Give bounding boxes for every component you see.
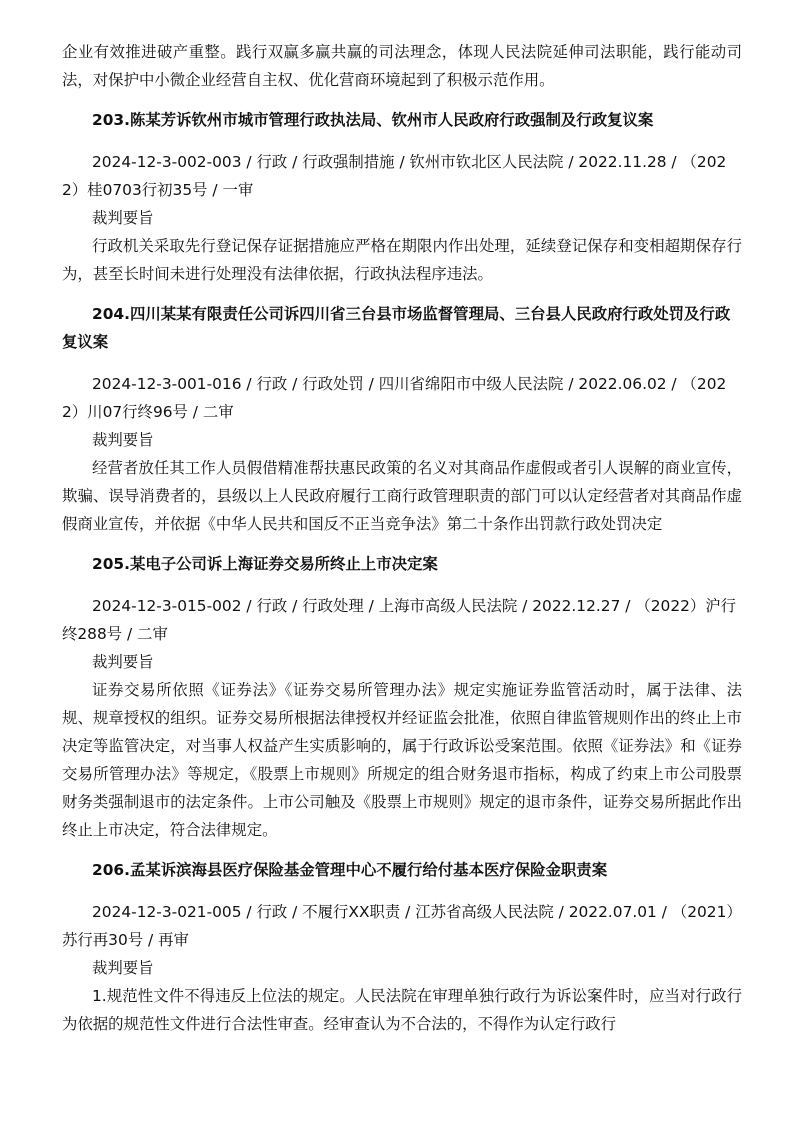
gist-label: 裁判要旨 bbox=[92, 653, 154, 671]
case-meta: 2024-12-3-002-003 / 行政 / 行政强制措施 / 钦州市钦北区人民法院 / 2022.11.28 / （2022）桂0703行初35号 / 一审 bbox=[62, 153, 727, 199]
gist-text: 1.规范性文件不得违反上位法的规定。人民法院在审理单独行政行为诉讼案件时，应当对行政行为依据的规范性文件进行合法性审查。经审查认为不合法的，不得作为认定行政行 bbox=[62, 987, 742, 1033]
case-meta: 2024-12-3-021-005 / 行政 / 不履行XX职责 / 江苏省高级人民法院 / 2022.07.01 / （2021）苏行再30号 / 再审 bbox=[62, 903, 742, 949]
gist-label: 裁判要旨 bbox=[92, 959, 154, 977]
gist-label: 裁判要旨 bbox=[92, 209, 154, 227]
case-title: 205.某电子公司诉上海证券交易所终止上市决定案 bbox=[92, 555, 438, 573]
case-206 bbox=[62, 856, 742, 1038]
case-title: 206.孟某诉滨海县医疗保险基金管理中心不履行给付基本医疗保险金职责案 bbox=[92, 861, 608, 879]
intro-paragraph: 企业有效推进破产重整。践行双赢多赢共赢的司法理念，体现人民法院延伸司法职能，践行能动司法，对保护中小微企业经营自主权、优化营商环境起到了积极示范作用。 bbox=[62, 43, 742, 89]
document-page bbox=[62, 38, 742, 1038]
case-205 bbox=[62, 550, 742, 844]
case-title: 204.四川某某有限责任公司诉四川省三台县市场监督管理局、三台县人民政府行政处罚及行政复议案 bbox=[62, 305, 731, 351]
gist-text: 经营者放任其工作人员假借精准帮扶惠民政策的名义对其商品作虚假或者引人误解的商业宣传，欺骗、误导消费者的，县级以上人民政府履行工商行政管理职责的部门可以认定经营者对其商品作虚假商业宣传，并依据《中华人民共和国反不正当竞争法》第二十条作出罚款行政处罚决定 bbox=[62, 459, 742, 533]
gist-text: 证券交易所依照《证券法》《证券交易所管理办法》规定实施证券监管活动时，属于法律、法规、规章授权的组织。证券交易所根据法律授权并经证监会批准，依照自律监管规则作出的终止上市决定等监管决定，对当事人权益产生实质影响的，属于行政诉讼受案范围。依照《证券法》和《证券交易所管理办法》等规定，《股票上市规则》所规定的组合财务退市指标，构成了约束上市公司股票财务类强制退市的法定条件。上市公司触及《股票上市规则》规定的退市条件，证券交易所据此作出终止上市决定，符合法律规定。 bbox=[62, 681, 742, 839]
case-meta: 2024-12-3-001-016 / 行政 / 行政处罚 / 四川省绵阳市中级人民法院 / 2022.06.02 / （2022）川07行终96号 / 二审 bbox=[62, 375, 727, 421]
gist-text: 行政机关采取先行登记保存证据措施应严格在期限内作出处理，延续登记保存和变相超期保存行为，甚至长时间未进行处理没有法律依据，行政执法程序违法。 bbox=[62, 237, 742, 283]
gist-label: 裁判要旨 bbox=[92, 431, 154, 449]
case-204 bbox=[62, 300, 742, 538]
case-title: 203.陈某芳诉钦州市城市管理行政执法局、钦州市人民政府行政强制及行政复议案 bbox=[92, 111, 654, 129]
case-meta: 2024-12-3-015-002 / 行政 / 行政处理 / 上海市高级人民法院 / 2022.12.27 / （2022）沪行终288号 / 二审 bbox=[62, 597, 737, 643]
case-203 bbox=[62, 106, 742, 288]
